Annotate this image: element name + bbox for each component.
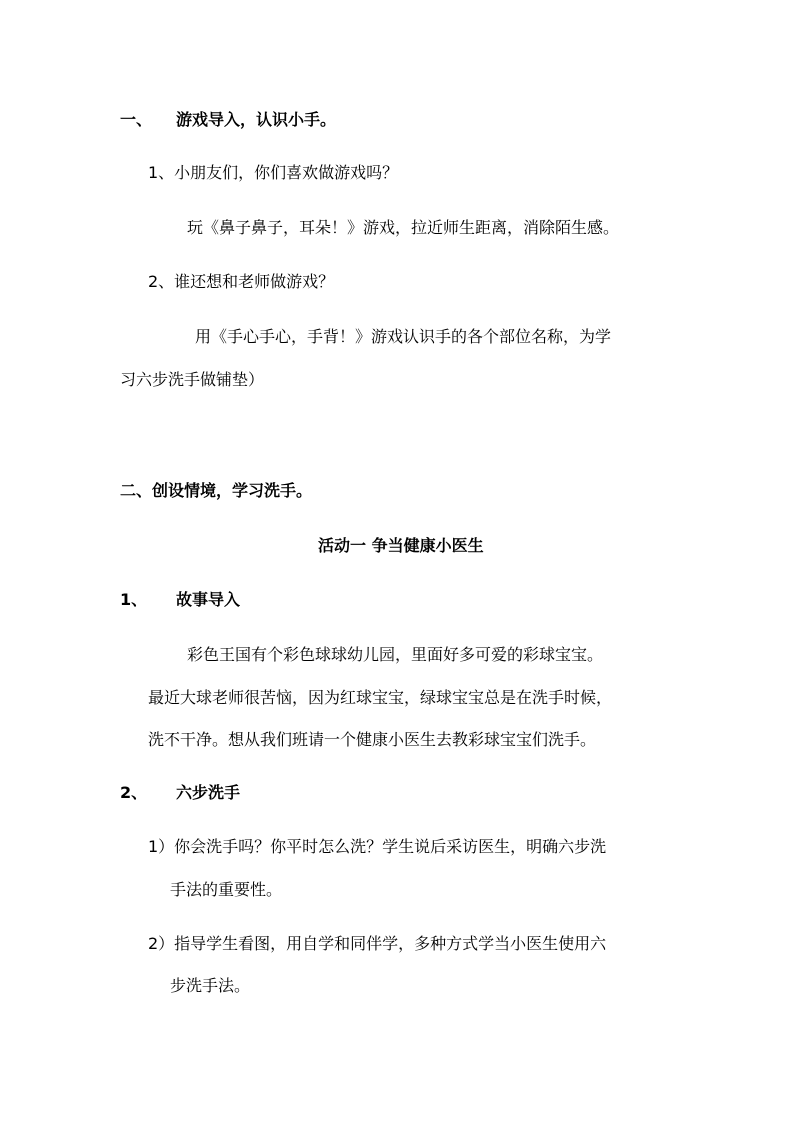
section1-item2-desc-line1: 用《手心手心，手背！》游戏认识手的各个部位名称，为学 xyxy=(195,327,612,346)
story-line2: 最近大球老师很苦恼，因为红球宝宝，绿球宝宝总是在洗手时候， xyxy=(148,688,613,707)
section1-title: 游戏导入，认识小手。 xyxy=(176,110,337,129)
section1-item1-desc: 玩《鼻子鼻子，耳朵！》游戏，拉近师生距离，消除陌生感。 xyxy=(187,218,620,237)
part2-number: 2、 xyxy=(120,783,148,802)
part2-heading xyxy=(120,783,240,803)
section2-heading: 二、创设情境，学习洗手。 xyxy=(120,481,313,500)
step2-line2: 步洗手法。 xyxy=(170,976,251,995)
story-line3: 洗不干净。想从我们班请一个健康小医生去教彩球宝宝们洗手。 xyxy=(148,730,597,749)
part1-heading xyxy=(120,590,240,610)
part1-title: 故事导入 xyxy=(176,590,241,609)
story-line1: 彩色王国有个彩色球球幼儿园，里面好多可爱的彩球宝宝。 xyxy=(187,645,604,664)
step2-line1: 2）指导学生看图，用自学和同伴学，多种方式学当小医生使用六 xyxy=(148,934,607,953)
section1-item1: 1、小朋友们，你们喜欢做游戏吗？ xyxy=(148,163,399,182)
activity-title: 活动一 争当健康小医生 xyxy=(318,536,484,555)
part2-title: 六步洗手 xyxy=(176,783,241,802)
section1-item2: 2、谁还想和老师做游戏？ xyxy=(148,272,335,291)
section1-number: 一、 xyxy=(120,110,153,129)
section1-heading xyxy=(120,110,336,130)
part1-number: 1、 xyxy=(120,590,148,609)
step1-line1: 1）你会洗手吗？你平时怎么洗？学生说后采访医生，明确六步洗 xyxy=(148,837,607,856)
section1-item2-desc-line2: 习六步洗手做铺垫） xyxy=(120,370,265,389)
step1-line2: 手法的重要性。 xyxy=(170,880,283,899)
